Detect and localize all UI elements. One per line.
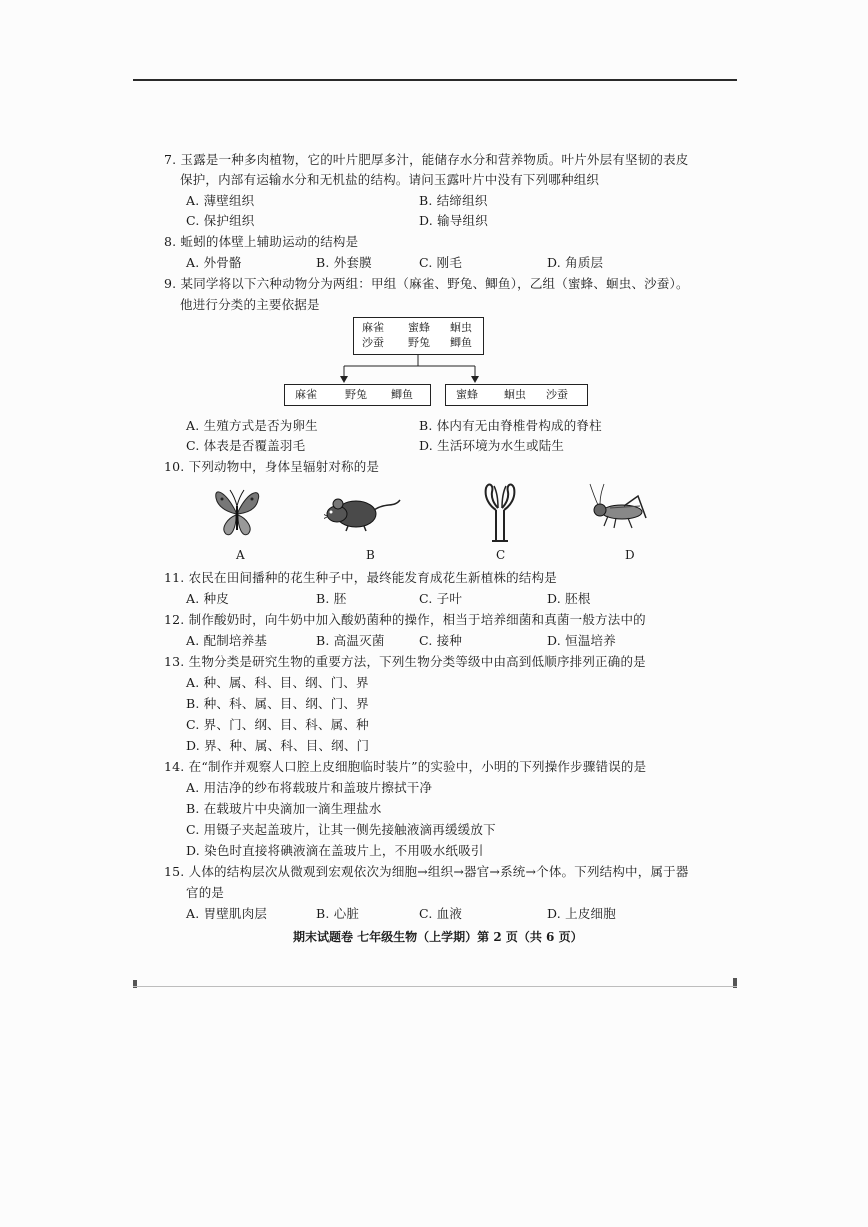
q13-option-c: C. 界、门、纲、目、科、属、种 (186, 717, 369, 732)
mouse-icon (324, 490, 406, 534)
top-rule (133, 79, 737, 81)
q12-option-b: B. 高温灭菌 (316, 633, 385, 648)
q9-diagram-left-group-box (284, 384, 431, 406)
q7-option-d: D. 输导组织 (419, 213, 488, 228)
q7-stem-line1: 7. 玉露是一种多肉植物，它的叶片肥厚多汁，能储存水分和营养物质。叶片外层有坚韧的表皮 (164, 152, 689, 167)
q11-option-d: D. 胚根 (547, 591, 591, 606)
q9-option-a: A. 生殖方式是否为卵生 (186, 418, 318, 433)
page-footer: 期末试题卷 七年级生物（上学期）第 2 页（共 6 页） (293, 930, 583, 944)
q9-diagram-right-group-box (445, 384, 588, 406)
q14-stem: 14. 在“制作并观察人口腔上皮细胞临时装片”的实验中，小明的下列操作步骤错误的是 (164, 759, 647, 774)
q9-option-c: C. 体表是否覆盖羽毛 (186, 438, 306, 453)
q15-option-a: A. 胃壁肌肉层 (186, 906, 268, 921)
q11-option-b: B. 胚 (316, 591, 347, 606)
q14-option-a: A. 用洁净的纱布将载玻片和盖玻片擦拭干净 (186, 780, 433, 795)
q8-stem: 8. 蚯蚓的体壁上辅助运动的结构是 (164, 234, 359, 249)
q7-stem-line2: 保护，内部有运输水分和无机盐的结构。请问玉露叶片中没有下列哪种组织 (180, 172, 600, 187)
q14-option-d: D. 染色时直接将碘液滴在盖玻片上，不用吸水纸吸引 (186, 843, 484, 858)
q9-diagram-top-item: 蜜蜂 (408, 321, 430, 334)
q12-stem: 12. 制作酸奶时，向牛奶中加入酸奶菌种的操作，相当于培养细菌和真菌一般方法中的 (164, 612, 646, 627)
q11-option-a: A. 种皮 (186, 591, 229, 606)
q12-option-c: C. 接种 (419, 633, 463, 648)
q10-label-b: B (366, 548, 375, 562)
q9-diagram-right-item: 沙蚕 (546, 388, 568, 401)
q8-option-c: C. 刚毛 (419, 255, 463, 270)
q9-diagram-connector (330, 354, 480, 384)
q13-option-a: A. 种、属、科、目、纲、门、界 (186, 675, 369, 690)
q9-diagram-top-item: 鲫鱼 (450, 336, 472, 349)
q15-option-d: D. 上皮细胞 (547, 906, 616, 921)
q7-option-c: C. 保护组织 (186, 213, 255, 228)
q9-diagram-top-item: 野兔 (408, 336, 430, 349)
q9-diagram-left-item: 野兔 (345, 388, 367, 401)
q12-option-a: A. 配制培养基 (186, 633, 268, 648)
q13-option-b: B. 种、科、属、目、纲、门、界 (186, 696, 369, 711)
q9-diagram-left-item: 鲫鱼 (391, 388, 413, 401)
q9-stem-line1: 9. 某同学将以下六种动物分为两组：甲组（麻雀、野兔、鲫鱼），乙组（蜜蜂、蛔虫、沙蚕）。 (164, 276, 689, 291)
q15-stem-line2: 官的是 (186, 885, 225, 900)
q9-option-b: B. 体内有无由脊椎骨构成的脊柱 (419, 418, 602, 433)
q10-stem: 10. 下列动物中，身体呈辐射对称的是 (164, 459, 380, 474)
q10-label-d: D (625, 548, 635, 562)
q10-label-a: A (236, 548, 245, 562)
q13-stem: 13. 生物分类是研究生物的重要方法，下列生物分类等级中由高到低顺序排列正确的是 (164, 654, 646, 669)
q7-option-b: B. 结缔组织 (419, 193, 488, 208)
q9-diagram-top-item: 蛔虫 (450, 321, 472, 334)
q9-diagram-top-item: 沙蚕 (362, 336, 384, 349)
q12-option-d: D. 恒温培养 (547, 633, 616, 648)
q8-option-a: A. 外骨骼 (186, 255, 242, 270)
q15-option-b: B. 心脏 (316, 906, 360, 921)
q9-diagram-right-item: 蜜蜂 (456, 388, 478, 401)
q9-diagram-top-item: 麻雀 (362, 321, 384, 334)
q13-option-d: D. 界、种、属、科、目、纲、门 (186, 738, 370, 753)
q9-diagram-all-animals-box (353, 317, 484, 355)
q9-diagram-left-item: 麻雀 (295, 388, 317, 401)
q14-option-c: C. 用镊子夹起盖玻片，让其一侧先接触液滴再缓缓放下 (186, 822, 496, 837)
q15-stem-line1: 15. 人体的结构层次从微观到宏观依次为细胞→组织→器官→系统→个体。下列结构中，属于器 (164, 864, 689, 879)
grasshopper-icon (588, 482, 652, 532)
q9-option-d: D. 生活环境为水生或陆生 (419, 438, 565, 453)
q9-diagram-right-item: 蛔虫 (504, 388, 526, 401)
q7-option-a: A. 薄壁组织 (186, 193, 255, 208)
q15-option-c: C. 血液 (419, 906, 463, 921)
q14-option-b: B. 在载玻片中央滴加一滴生理盐水 (186, 801, 382, 816)
q10-label-c: C (496, 548, 506, 562)
q11-stem: 11. 农民在田间播种的花生种子中，最终能发育成花生新植株的结构是 (164, 570, 557, 585)
q11-option-c: C. 子叶 (419, 591, 463, 606)
hydra-icon (470, 480, 530, 544)
butterfly-icon (210, 484, 264, 540)
q8-option-b: B. 外套膜 (316, 255, 372, 270)
q8-option-d: D. 角质层 (547, 255, 604, 270)
scan-bottom-edge (133, 986, 737, 987)
q9-stem-line2: 他进行分类的主要依据是 (180, 297, 320, 312)
